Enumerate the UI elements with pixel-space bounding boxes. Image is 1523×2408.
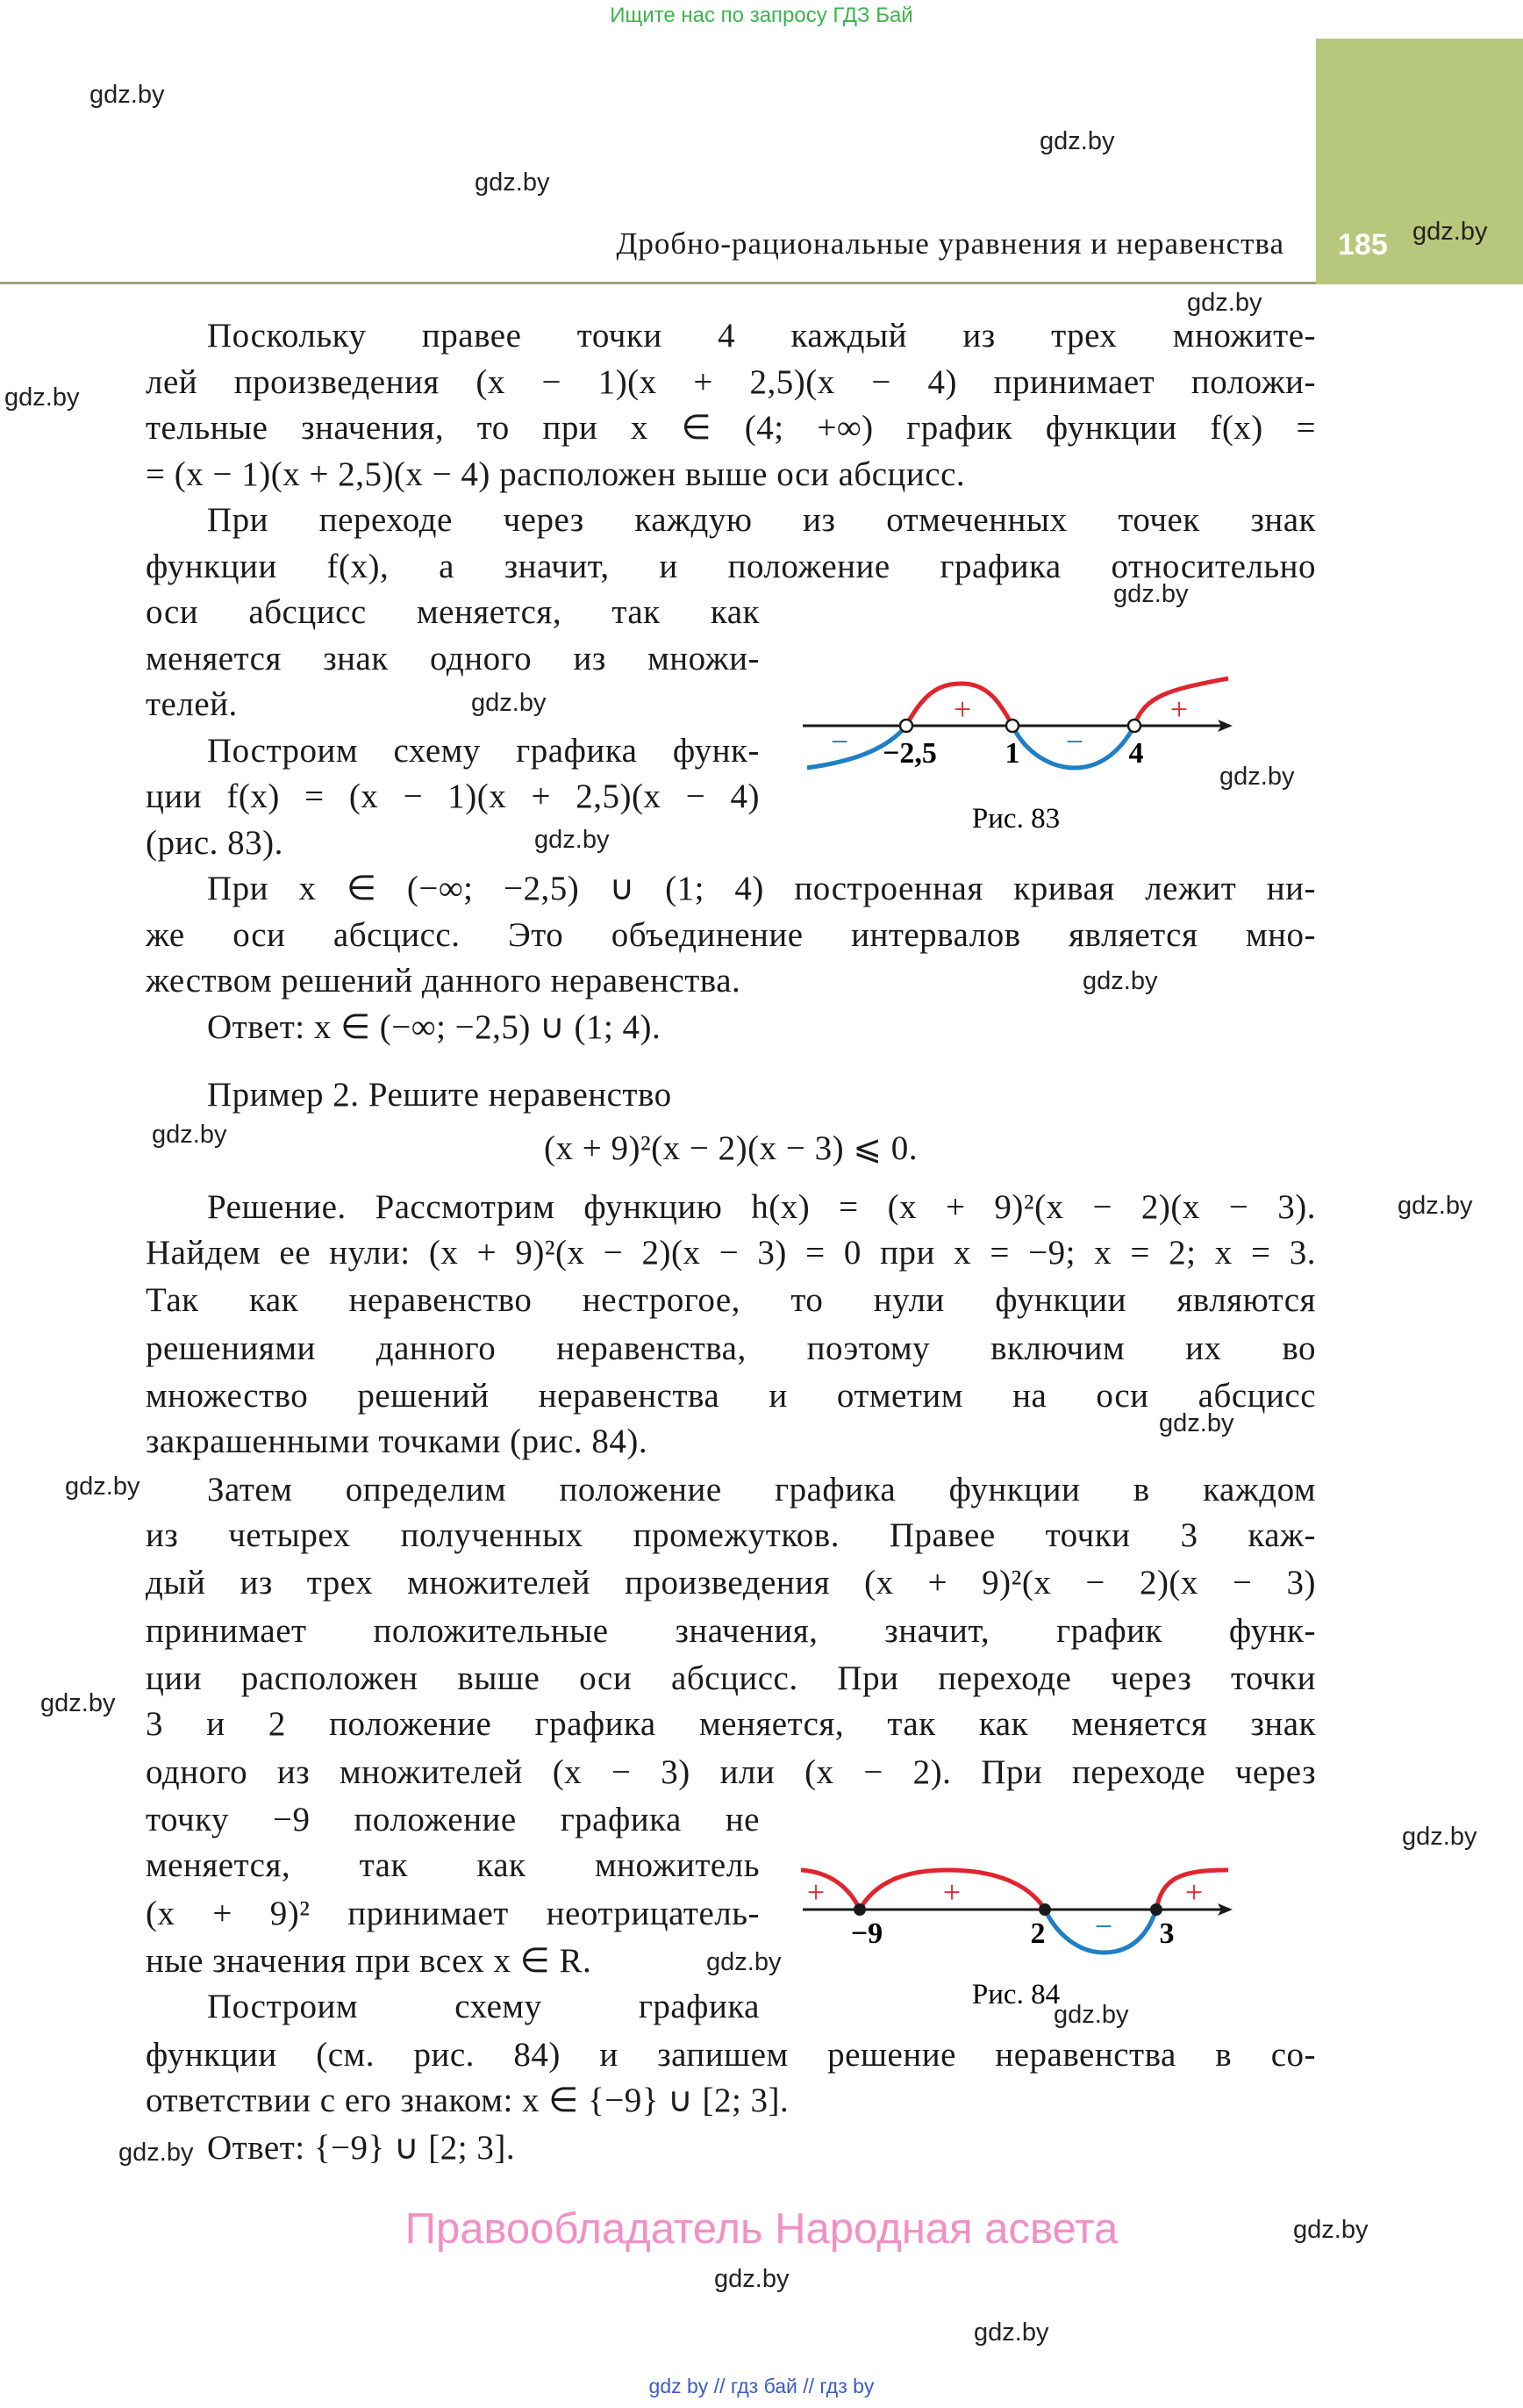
header-divider [0,282,1316,284]
watermark: gdz.by [1293,2216,1369,2244]
filled-point [854,1903,866,1916]
sign-label: + [953,692,972,727]
sign-label: + [1169,692,1189,727]
sign-label: + [806,1874,826,1910]
copyright-owner: Правообладатель Народная асвета [404,2205,1119,2253]
text-line: тельные значения, то при x ∈ (4; +∞) график функции f(x) = [146,409,1316,447]
watermark: gdz.by [1219,763,1295,791]
point-label: 1 [1005,737,1020,770]
text-line: множество решений неравенства и отметим на оси абсцисс [146,1377,1316,1415]
text-line: Построим схему графика [207,1988,760,2025]
text-line: (рис. 83). [146,824,283,862]
watermark: gdz.by [152,1121,227,1149]
figure-caption: Рис. 83 [971,803,1061,835]
point-label: −9 [850,1917,883,1950]
figure-83 [790,649,1334,842]
text-line: ответствии с его знаком: x ∈ {−9} ∪ [2; 3]. [146,2082,790,2119]
text-line: точку −9 положение графика не [146,1801,760,1838]
watermark: gdz.by [1412,218,1488,246]
filled-point [1039,1903,1051,1916]
text-line: дый из трех множителей произведения (x + 9)²(x − 2)(x − 3) [146,1564,1316,1602]
watermark: gdz.by [1159,1409,1234,1437]
watermark: gdz.by [706,1948,782,1976]
watermark: gdz.by [1083,967,1158,995]
text-line: ции расположен выше оси абсцисс. При переходе через точки [146,1659,1316,1697]
watermark: gdz.by [1398,1192,1473,1220]
text-line: телей. [146,685,238,723]
text-line: же оси абсцисс. Это объединение интервалов является мно- [146,916,1316,954]
open-point [1128,720,1140,732]
running-title: Дробно-рациональные уравнения и неравенства [616,226,1284,261]
top-note: Ищите нас по запросу ГДЗ Бай [610,4,913,27]
watermark: gdz.by [471,689,547,717]
text-line: Построим схему графика функ- [207,732,760,770]
watermark: gdz.by [714,2265,790,2293]
sign-label: − [1065,724,1084,759]
text-line: меняется знак одного из множи- [146,640,760,677]
text-line: (x + 9)² принимает неотрицатель- [146,1895,760,1932]
watermark: gdz.by [89,81,165,109]
text-line: Поскольку правее точки 4 каждый из трех множите- [207,317,1316,355]
text-line: решениями данного неравенства, поэтому включим их во [146,1329,1316,1367]
figure-caption: Рис. 84 [971,1979,1061,2010]
text-line: Затем определим положение графика функции в каждом [207,1471,1316,1509]
open-point [1006,720,1019,732]
text-line: 3 и 2 положение графика меняется, так как меняется знак [146,1705,1316,1743]
text-line: = (x − 1)(x + 2,5)(x − 4) расположен выше оси абсцисс. [146,455,966,493]
watermark: gdz.by [1040,127,1115,155]
watermark: gdz.by [1402,1823,1477,1851]
point-label: −2,5 [883,737,937,770]
text-line: ные значения при всех x ∈ R. [146,1942,592,1980]
sign-label: + [942,1874,962,1910]
watermark: gdz.by [475,168,550,197]
watermark: gdz.by [1113,580,1189,608]
text-line: закрашенными точками (рис. 84). [146,1423,648,1460]
text-line: При переходе через каждую из отмеченных точек знак [207,501,1316,539]
text-line: Ответ: x ∈ (−∞; −2,5) ∪ (1; 4). [207,1008,661,1046]
text-line: (x + 9)²(x − 2)(x − 3) ⩽ 0. [543,1129,919,1167]
figure-84 [790,1843,1334,2036]
sign-label: − [1094,1909,1113,1944]
watermark: gdz.by [1187,289,1262,317]
watermark: gdz.by [40,1689,116,1717]
watermark: gdz.by [1054,2001,1129,2029]
watermark: gdz.by [118,2139,194,2167]
point-label: 2 [1030,1917,1046,1950]
text-line: Найдем ее нули: (x + 9)²(x − 2)(x − 3) = 0 при x = −9; x = 2; x = 3. [146,1234,1316,1272]
watermark: gdz.by [534,826,610,854]
page-number: 185 [1338,228,1388,262]
text-line: Пример 2. Решите неравенство [207,1076,672,1114]
watermark: gdz.by [65,1473,140,1501]
filled-point [1150,1903,1162,1916]
point-label: 4 [1128,737,1144,770]
text-line: меняется, так как множитель [146,1846,760,1884]
text-line: функции (см. рис. 84) и запишем решение неравенства в со- [146,2036,1316,2074]
text-line: Так как неравенство нестрогое, то нули функции являются [146,1281,1316,1319]
bottom-note[interactable]: gdz by // гдз бай // гдз by [648,2375,875,2397]
text-line: одного из множителей (x − 3) или (x − 2). При переходе через [146,1753,1316,1791]
text-line: жеством решений данного неравенства. [146,962,741,1000]
text-line: Ответ: {−9} ∪ [2; 3]. [207,2129,516,2167]
watermark: gdz.by [4,383,80,412]
watermark: gdz.by [974,2318,1049,2347]
text-line: ции f(x) = (x − 1)(x + 2,5)(x − 4) [146,778,760,815]
text-line: принимает положительные значения, значит, график функ- [146,1612,1316,1650]
text-line: оси абсцисс меняется, так как [146,593,760,631]
text-line: функции f(x), а значит, и положение графика относительно [146,548,1316,585]
text-line: Решение. Рассмотрим функцию h(x) = (x + 9)²(x − 2)(x − 3). [207,1188,1316,1226]
open-point [900,720,912,732]
point-label: 3 [1159,1917,1175,1950]
text-line: При x ∈ (−∞; −2,5) ∪ (1; 4) построенная кривая лежит ни- [207,870,1316,907]
text-line: лей произведения (x − 1)(x + 2,5)(x − 4) принимает положи- [146,363,1316,401]
text-line: из четырех полученных промежутков. Правее точки 3 каж- [146,1516,1316,1554]
sign-label: − [830,724,849,759]
sign-label: + [1184,1874,1204,1910]
